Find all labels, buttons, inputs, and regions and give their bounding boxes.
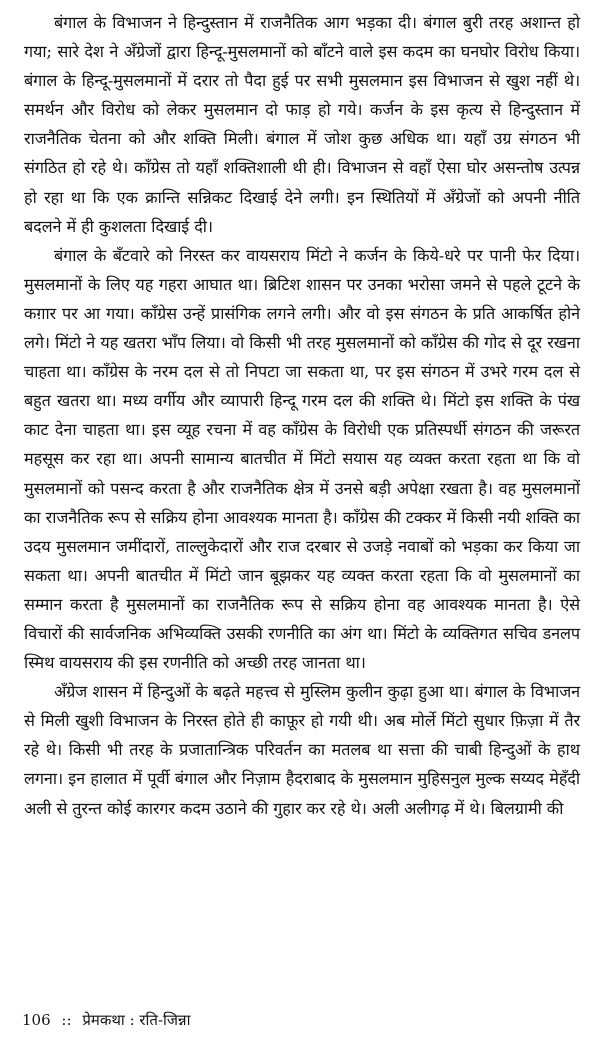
paragraph-1: बंगाल के विभाजन ने हिन्दुस्तान में राजनैतिक आग भड़का दी। बंगाल बुरी तरह अशान्त हो गया; सारे देश ने अँग्रेजों द्वारा हिन्दू-मुसलमानों को बाँटने वाले इस कदम का घनघोर विरोध किया। बंगाल के हिन्दू-मुसलमानों में दरार तो पैदा हुई पर सभी मुसलमान इस विभाजन से खुश नहीं थे। समर्थन और विरोध को लेकर मुसलमान दो फाड़ हो गये। कर्जन के इस कृत्य से हिन्दुस्तान में राजनैतिक चेतना को और शक्ति मिली। बंगाल में जोश कुछ अधिक था। यहाँ उग्र संगठन भी संगठित हो रहे थे। काँग्रेस तो यहाँ शक्तिशाली थी ही। विभाजन से वहाँ ऐसा घोर असन्तोष उत्पन्न हो रहा था कि एक क्रान्ति सन्निकट दिखाई देने लगी। इन स्थितियों में अँग्रेजों को अपनी नीति बदलने में ही कुशलता दिखाई दी। bbox=[24, 13, 580, 236]
page-number: 106 bbox=[22, 1011, 51, 1029]
page-footer bbox=[22, 1010, 191, 1030]
running-title: प्रेमकथा : रति-जिन्ना bbox=[82, 1011, 191, 1029]
paragraph-2: बंगाल के बँटवारे को निरस्त कर वायसराय मिंटो ने कर्जन के किये-धरे पर पानी फेर दिया। मुसलमानों के लिए यह गहरा आघात था। ब्रिटिश शासन पर उनका भरोसा जमने से पहले टूटने के कग़ार पर आ गया। काँग्रेस उन्हें प्रासंगिक लगने लगी। और वो इस संगठन के प्रति आकर्षित होने लगे। मिंटो ने यह खतरा भाँप लिया। वो किसी भी तरह मुसलमानों को काँग्रेस की गोद से दूर रखना चाहता था। काँग्रेस के नरम दल से तो निपटा जा सकता था, पर इस संगठन में उभरे गरम दल से बहुत खतरा था। मध्य वर्गीय और व्यापारी हिन्दू गरम दल की शक्ति थे। मिंटो इस शक्ति के पंख काट देना चाहता था। इस व्यूह रचना में वह काँग्रेस के विरोधी एक प्रतिस्पर्धी संगठन की जरूरत महसूस कर रहा था। अपनी सामान्य बातचीत में मिंटो सयास यह व्यक्त करता रहता था कि वो मुसलमानों को पसन्द करता है और राजनैतिक क्षेत्र में उनसे बड़ी अपेक्षा रखता है। वह मुसलमानों का राजनैतिक रूप से सक्रिय होना आवश्यक मानता है। काँग्रेस की टक्कर में किसी नयी शक्ति का उदय मुसलमान जमींदारों, ताल्लुकेदारों और राज दरबार से उजड़े नवाबों को भड़का कर किया जा सकता था। अपनी बातचीत में मिंटो जान बूझकर यह व्यक्त करता रहता कि वो मुसलमानों का सम्मान करता है मुसलमानों का राजनैतिक रूप से सक्रिय होना वह आवश्यक मानता है। ऐसे विचारों की सार्वजनिक अभिव्यक्ति उसकी रणनीति का अंग था। मिंटो के व्यक्तिगत सचिव डनलप स्मिथ वायसराय की इस रणनीति को अच्छी तरह जानता था। bbox=[24, 245, 580, 673]
footer-separator: :: bbox=[61, 1011, 72, 1029]
paragraph-3: अँग्रेज शासन में हिन्दुओं के बढ़ते महत्त्व से मुस्लिम कुलीन कुढ़ा हुआ था। बंगाल के विभाजन से मिली खुशी विभाजन के निरस्त होते ही काफ़ूर हो गयी थी। अब मोर्ले मिंटो सुधार फ़िज़ा में तैर रहे थे। किसी भी तरह के प्रजातान्त्रिक परिवर्तन का मतलब था सत्ता की चाबी हिन्दुओं के हाथ लगना। इन हालात में पूर्वी बंगाल और निज़ाम हैदराबाद के मुसलमान मुहिसनुल मुल्क सय्यद मेहँदी अली से तुरन्त कोई कारगर कदम उठाने की गुहार कर रहे थे। अली अलीगढ़ में थे। बिलग्रामी की bbox=[24, 682, 580, 818]
page-body bbox=[24, 8, 580, 823]
